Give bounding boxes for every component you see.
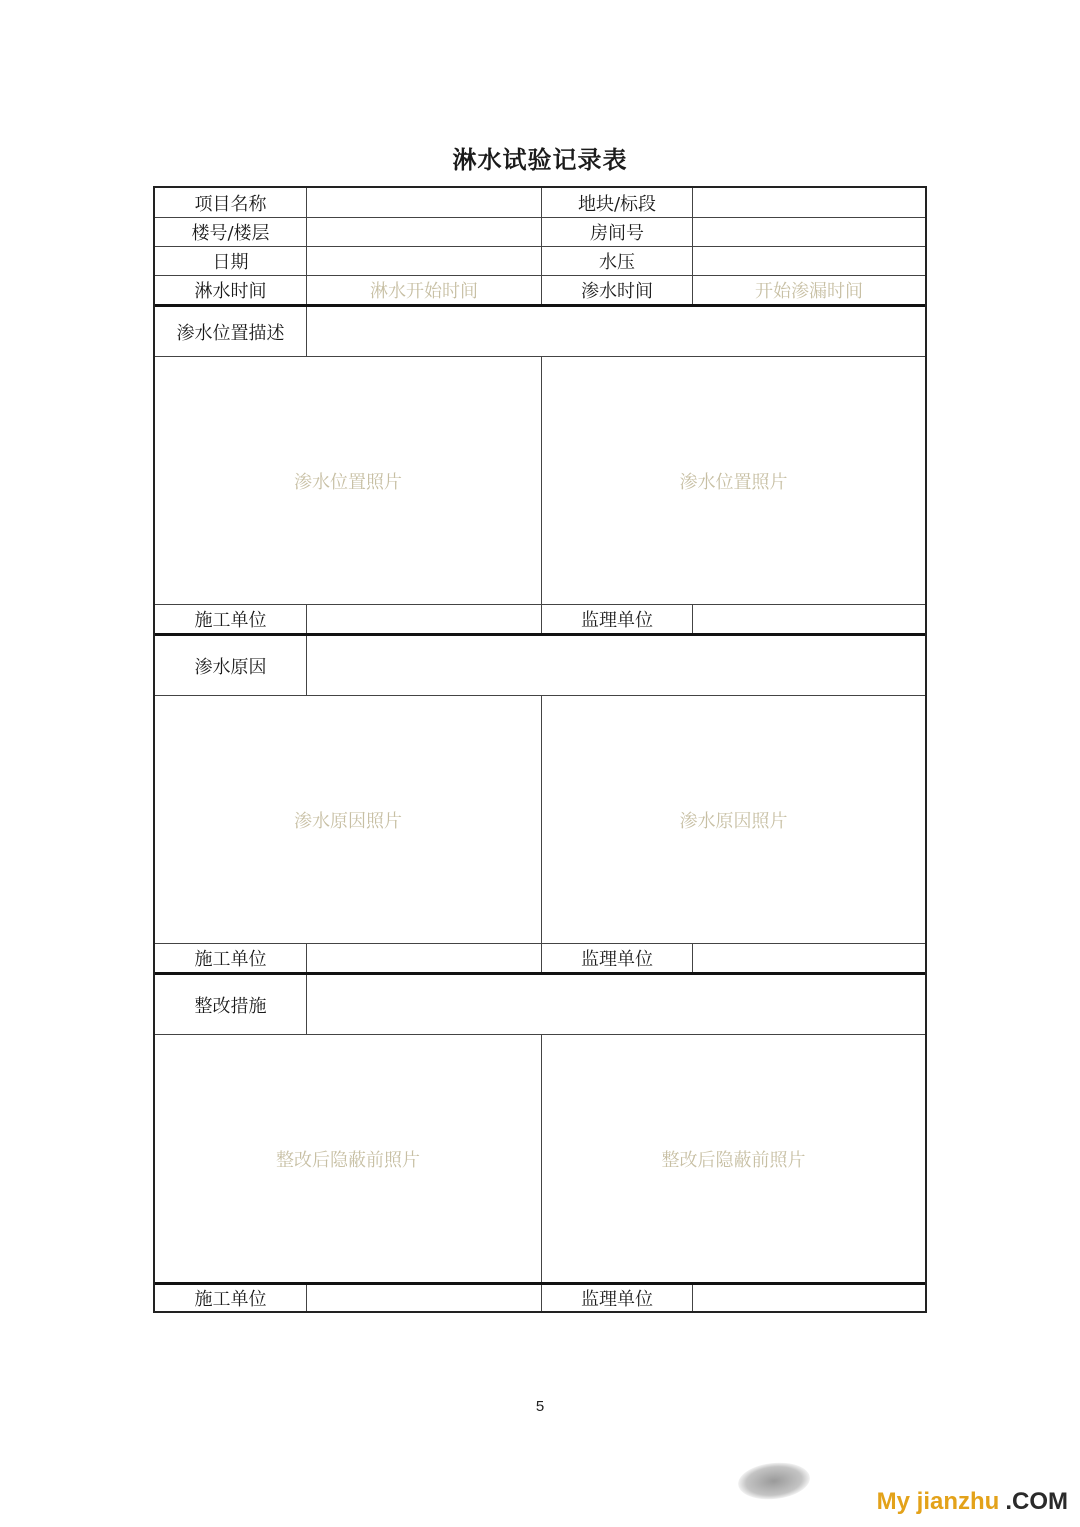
contractor-label: 施工单位 <box>194 949 267 970</box>
rectification-photo-right[interactable]: 整改后隐蔽前照片 <box>541 1035 925 1282</box>
rectification-row <box>155 972 925 1034</box>
seepage-location-sign-row <box>155 604 925 633</box>
seepage-cause-photo-left[interactable]: 渗水原因照片 <box>294 810 402 832</box>
room-number-label: 房间号 <box>541 218 692 246</box>
date-label: 日期 <box>212 252 249 273</box>
seepage-cause-photo-right[interactable]: 渗水原因照片 <box>541 696 925 943</box>
seepage-cause-sign-row <box>155 943 925 972</box>
seepage-start-time-field[interactable]: 开始渗漏时间 <box>692 276 925 304</box>
contractor-label: 施工单位 <box>194 610 267 631</box>
water-pressure-label: 水压 <box>541 247 692 275</box>
info-row-time <box>155 275 925 304</box>
seepage-location-label: 渗水位置描述 <box>176 322 285 344</box>
supervisor-field[interactable] <box>692 605 925 633</box>
seepage-location-field[interactable] <box>306 307 925 356</box>
info-row-date <box>155 246 925 275</box>
seepage-cause-label: 渗水原因 <box>194 656 267 678</box>
seepage-cause-photo-row <box>155 695 925 943</box>
supervisor-field[interactable] <box>692 1285 925 1311</box>
date-field[interactable] <box>306 247 541 275</box>
record-form <box>153 186 927 1313</box>
contractor-field[interactable] <box>306 605 541 633</box>
rectification-field[interactable] <box>306 975 925 1034</box>
water-pressure-field[interactable] <box>692 247 925 275</box>
watermark-tld: .COM <box>1005 1488 1068 1515</box>
form-title: 淋水试验记录表 <box>452 145 628 174</box>
info-row-project <box>155 188 925 217</box>
page-number: 5 <box>535 1398 545 1415</box>
seepage-location-photo-row <box>155 356 925 604</box>
plot-section-label: 地块/标段 <box>541 188 692 217</box>
project-name-label: 项目名称 <box>194 193 267 215</box>
room-number-field[interactable] <box>692 218 925 246</box>
seepage-location-photo-right[interactable]: 渗水位置照片 <box>541 357 925 604</box>
rectification-sign-row <box>155 1282 925 1311</box>
watermark-brand: My jianzhu <box>876 1488 1000 1515</box>
plot-section-field[interactable] <box>692 188 925 217</box>
building-floor-field[interactable] <box>306 218 541 246</box>
site-watermark <box>877 1488 1068 1516</box>
rectification-photo-row <box>155 1034 925 1282</box>
spray-start-time-field[interactable]: 淋水开始时间 <box>306 276 541 304</box>
supervisor-field[interactable] <box>692 944 925 972</box>
supervisor-label: 监理单位 <box>541 1285 692 1311</box>
rectification-label: 整改措施 <box>194 995 267 1017</box>
spray-time-label: 淋水时间 <box>194 281 267 302</box>
rectification-photo-left[interactable]: 整改后隐蔽前照片 <box>276 1149 420 1171</box>
contractor-field[interactable] <box>306 944 541 972</box>
supervisor-label: 监理单位 <box>541 605 692 633</box>
seepage-location-row <box>155 304 925 356</box>
seepage-time-label: 渗水时间 <box>541 276 692 304</box>
contractor-label: 施工单位 <box>194 1289 267 1310</box>
project-name-field[interactable] <box>306 188 541 217</box>
seepage-cause-field[interactable] <box>306 636 925 695</box>
info-row-building <box>155 217 925 246</box>
ink-smudge <box>736 1459 811 1502</box>
building-floor-label: 楼号/楼层 <box>191 223 270 244</box>
contractor-field[interactable] <box>306 1285 541 1311</box>
seepage-location-photo-left[interactable]: 渗水位置照片 <box>294 471 402 493</box>
supervisor-label: 监理单位 <box>541 944 692 972</box>
seepage-cause-row <box>155 633 925 695</box>
